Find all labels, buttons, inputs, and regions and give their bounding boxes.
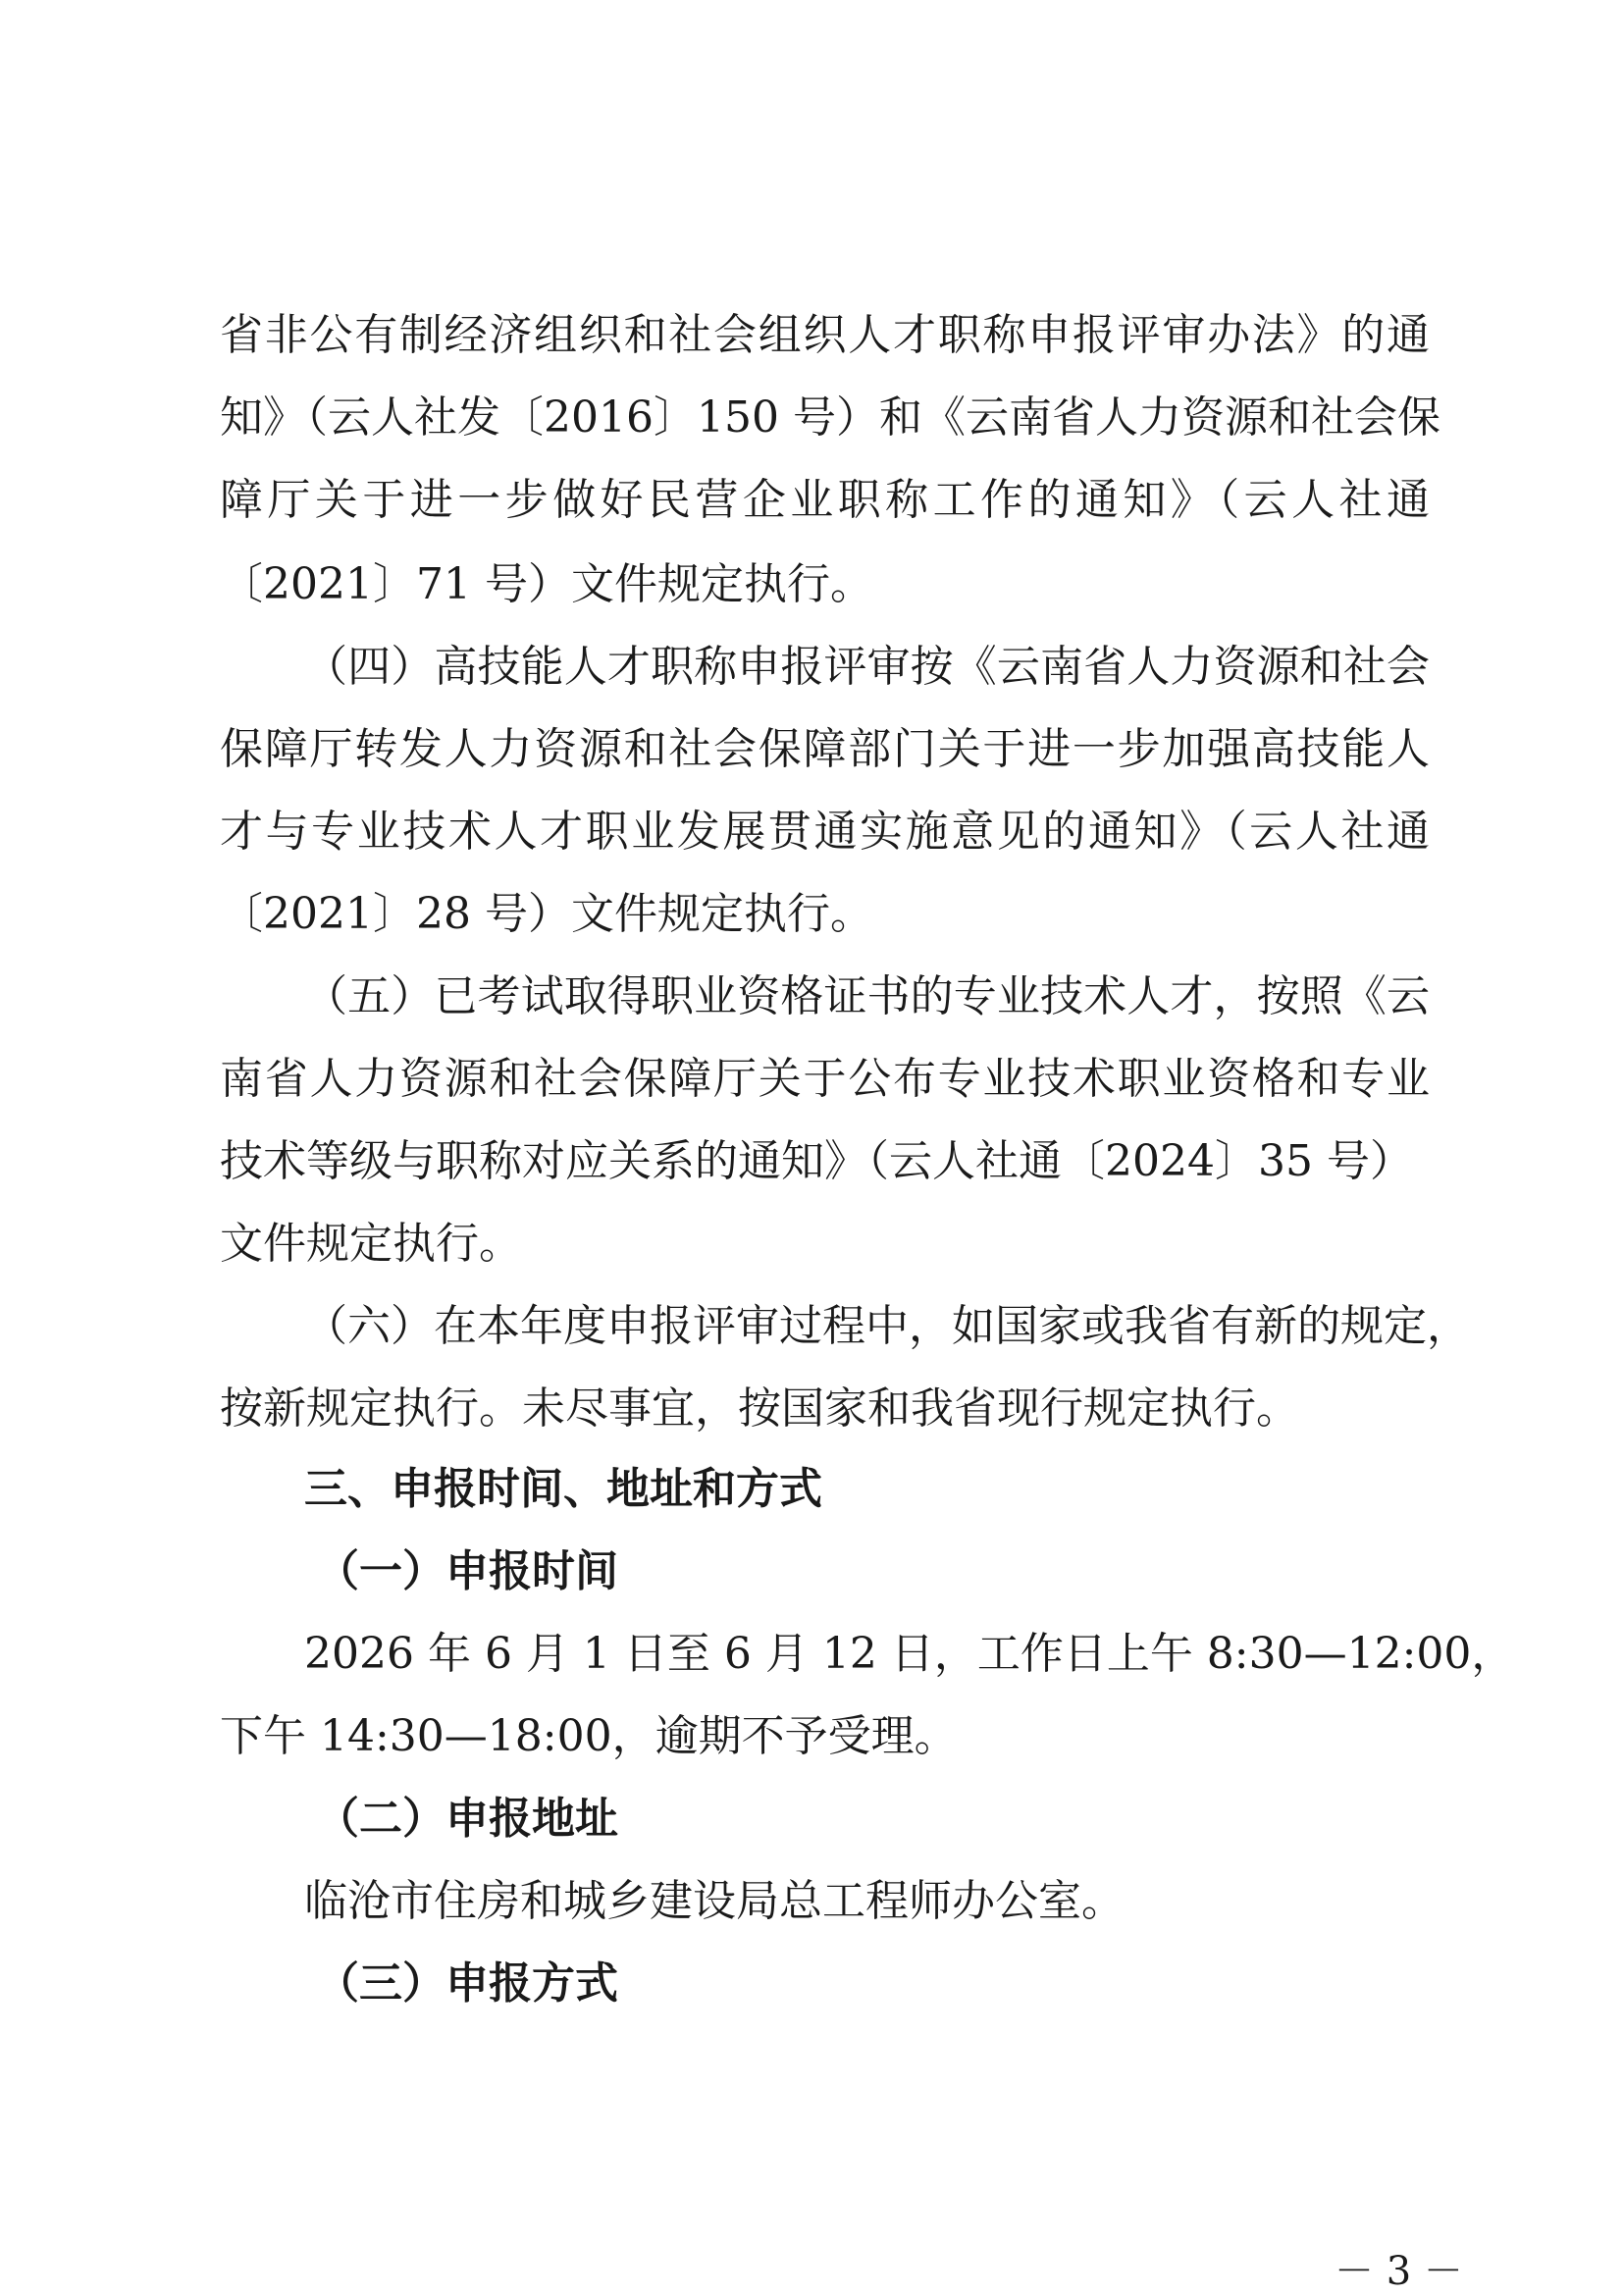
body-text-line: 南省人力资源和社会保障厅关于公布专业技术职业资格和专业	[220, 1054, 1430, 1104]
body-text-line: （五）已考试取得职业资格证书的专业技术人才，按照《云	[304, 971, 1430, 1021]
body-text-line: （四）高技能人才职称申报评审按《云南省人力资源和社会	[304, 642, 1430, 692]
body-text-line: 技术等级与职称对应关系的通知》（云人社通〔2024〕35 号）	[220, 1136, 1413, 1186]
body-text-line: 〔2021〕71 号）文件规定执行。	[220, 559, 873, 609]
subsection-heading: （二）申报地址	[316, 1794, 618, 1844]
body-text-line: 下午 14:30—18:00，逾期不予受理。	[220, 1711, 958, 1761]
body-text-line: 才与专业技术人才职业发展贯通实施意见的通知》（云人社通	[220, 807, 1430, 857]
body-text-line: （六）在本年度申报评审过程中，如国家或我省有新的规定，	[304, 1301, 1470, 1351]
body-text-line: 知》（云人社发〔2016〕150 号）和《云南省人力资源和社会保	[220, 392, 1440, 443]
section-heading: 三、申报时间、地址和方式	[304, 1464, 822, 1514]
page-number: － 3 －	[1335, 2249, 1463, 2294]
body-text-line: 2026 年 6 月 1 日至 6 月 12 日，工作日上午 8:30—12:00，	[304, 1629, 1515, 1679]
subsection-heading: （三）申报方式	[316, 1958, 618, 2009]
body-text-line: 障厅关于进一步做好民营企业职称工作的通知》（云人社通	[220, 475, 1430, 525]
subsection-heading: （一）申报时间	[316, 1546, 618, 1596]
body-text-line: 〔2021〕28 号）文件规定执行。	[220, 889, 873, 939]
body-text-line: 保障厅转发人力资源和社会保障部门关于进一步加强高技能人	[220, 724, 1430, 774]
body-text-line: 文件规定执行。	[220, 1219, 522, 1269]
body-text-line: 临沧市住房和城乡建设局总工程师办公室。	[304, 1876, 1125, 1926]
body-text-line: 按新规定执行。未尽事宜，按国家和我省现行规定执行。	[220, 1383, 1299, 1434]
body-text-line: 省非公有制经济组织和社会组织人才职称申报评审办法》的通	[220, 310, 1430, 360]
